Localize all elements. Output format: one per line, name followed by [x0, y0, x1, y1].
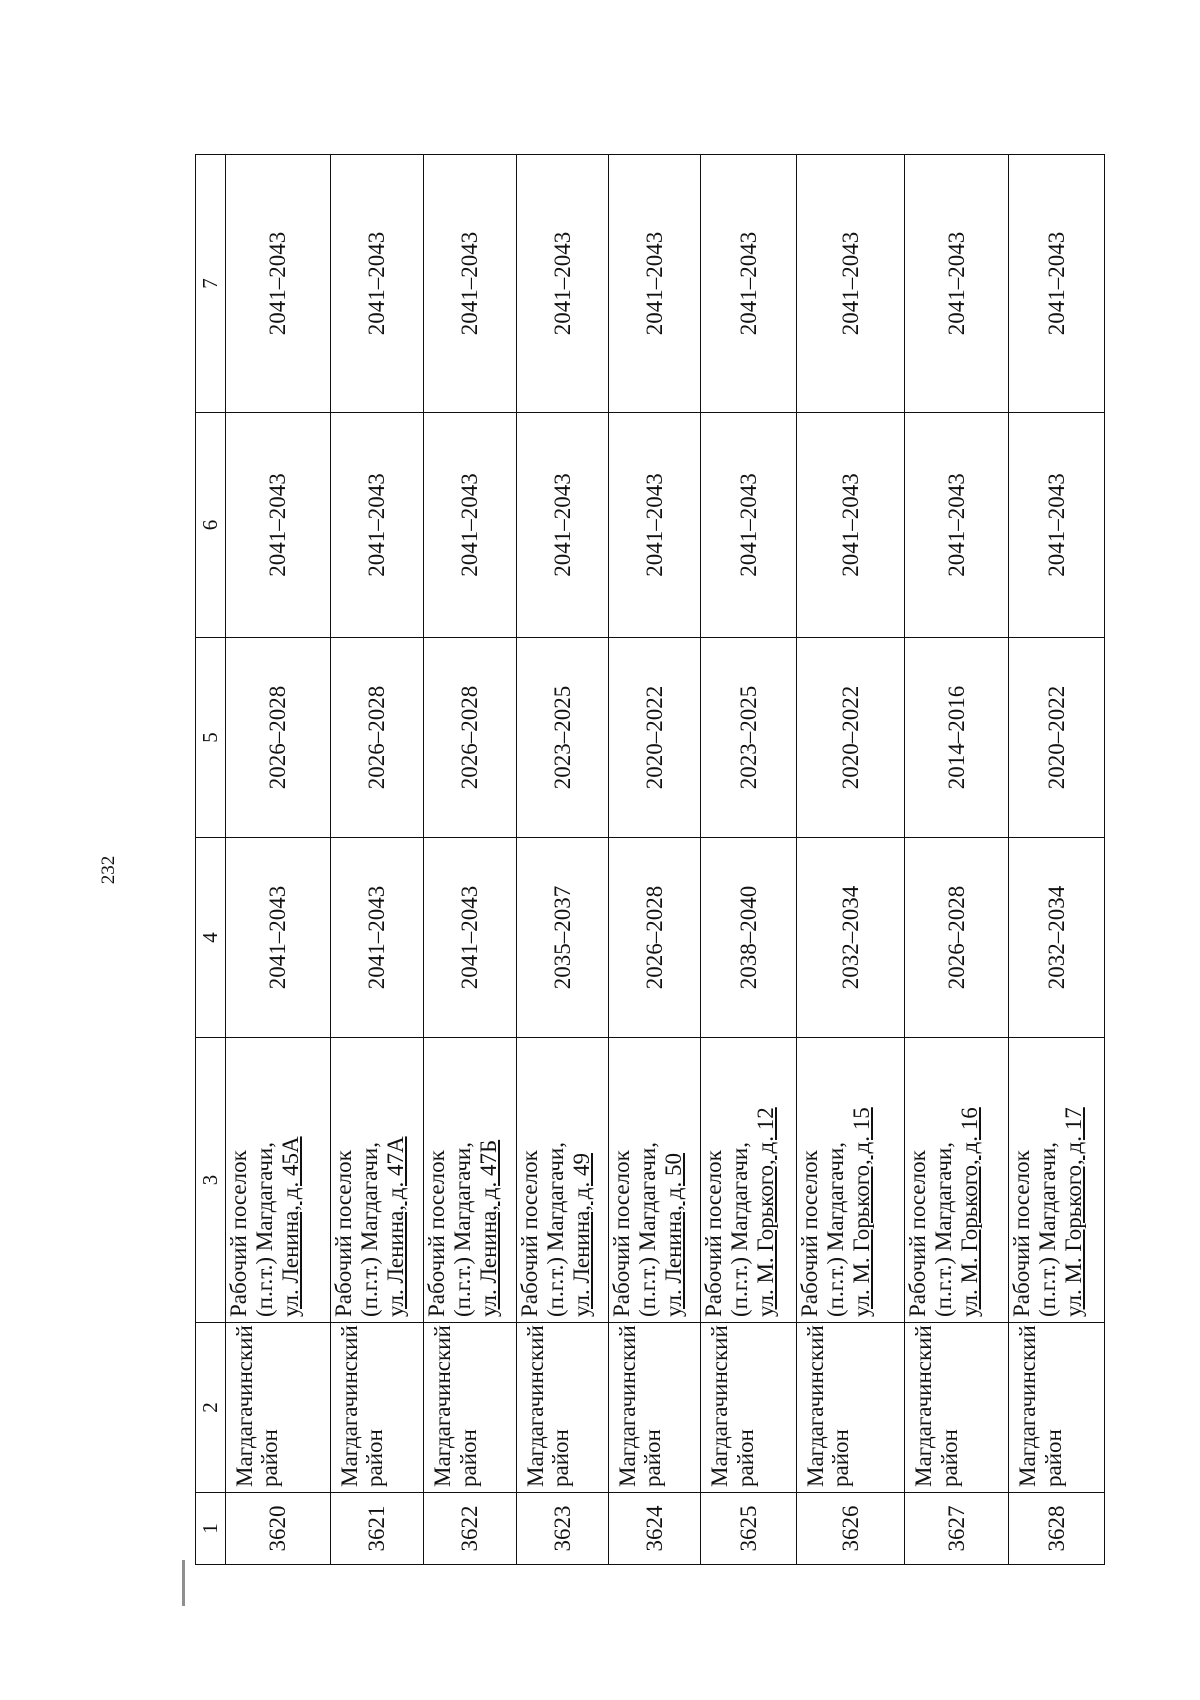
address-cell-line: Рабочий поселок — [609, 1150, 635, 1317]
address-cell-line: (п.г.т.) Магдагачи, — [727, 1142, 753, 1317]
district-cell-line: Магдагачинский — [911, 1325, 937, 1487]
district-cell — [424, 1323, 516, 1493]
district-cell-line: район — [1040, 1429, 1066, 1487]
district-cell-line: район — [640, 1429, 666, 1487]
address-cell-line: ул. Ленина, д. 50 — [661, 1153, 686, 1317]
period-cell-col5: 2014–2016 — [905, 638, 1009, 838]
address-cell-line: Рабочий поселок — [516, 1150, 542, 1317]
district-cell — [905, 1323, 1009, 1493]
period-cell-col7: 2041–2043 — [701, 155, 797, 413]
page-number: 232 — [98, 855, 119, 885]
address-cell-line: (п.г.т.) Магдагачи, — [356, 1142, 382, 1317]
header-cell: 1 — [196, 1493, 226, 1565]
data-table — [195, 154, 1105, 1565]
district-cell-line: Магдагачинский — [430, 1325, 456, 1487]
period-cell-col4: 2041–2043 — [330, 838, 423, 1038]
period-cell-col5: 2026–2028 — [330, 638, 423, 838]
address-cell-line: Рабочий поселок — [330, 1150, 356, 1317]
district-cell — [516, 1323, 608, 1493]
row-number-cell: 3621 — [330, 1493, 423, 1565]
period-cell-col4: 2038–2040 — [701, 838, 797, 1038]
address-cell-line: ул. Ленина, д. 47А — [382, 1136, 408, 1317]
address-cell — [424, 1038, 516, 1323]
period-cell-col7: 2041–2043 — [516, 155, 608, 413]
period-cell-col7: 2041–2043 — [330, 155, 423, 413]
period-cell-col6: 2041–2043 — [424, 413, 516, 638]
address-cell-line: ул. Ленина, д. 49 — [568, 1153, 594, 1317]
table-row — [701, 155, 797, 1565]
district-cell-line: район — [257, 1429, 283, 1487]
address-cell-line: (п.г.т.) Магдагачи, — [542, 1142, 568, 1317]
address-cell — [609, 1038, 701, 1323]
period-cell-col5: 2020–2022 — [1009, 638, 1105, 838]
address-cell-line: (п.г.т.) Магдагачи, — [822, 1142, 848, 1317]
district-cell — [1009, 1323, 1105, 1493]
period-cell-col5: 2020–2022 — [796, 638, 904, 838]
address-cell — [330, 1038, 423, 1323]
period-cell-col6: 2041–2043 — [905, 413, 1009, 638]
header-cell: 2 — [196, 1323, 226, 1493]
period-cell-col4: 2026–2028 — [609, 838, 701, 1038]
district-cell-line: Магдагачинский — [615, 1325, 641, 1487]
period-cell-col4: 2035–2037 — [516, 838, 608, 1038]
period-cell-col4: 2041–2043 — [424, 838, 516, 1038]
row-number-cell: 3627 — [905, 1493, 1009, 1565]
district-cell-line: Магдагачинский — [231, 1325, 257, 1487]
period-cell-col6: 2041–2043 — [609, 413, 701, 638]
district-cell — [225, 1323, 330, 1493]
table-row — [796, 155, 904, 1565]
period-cell-col7: 2041–2043 — [905, 155, 1009, 413]
address-cell-line: (п.г.т.) Магдагачи, — [635, 1142, 661, 1317]
period-cell-col5: 2023–2025 — [516, 638, 608, 838]
address-cell — [516, 1038, 608, 1323]
address-cell-line: Рабочий поселок — [1009, 1150, 1035, 1317]
address-cell-line: ул. М. Горького, д. 15 — [848, 1107, 874, 1317]
district-cell-line: Магдагачинский — [707, 1325, 733, 1487]
header-row — [196, 155, 226, 1565]
period-cell-col5: 2023–2025 — [701, 638, 797, 838]
address-cell-line: (п.г.т.) Магдагачи, — [931, 1142, 957, 1317]
period-cell-col7: 2041–2043 — [1009, 155, 1105, 413]
district-cell-line: район — [828, 1429, 854, 1487]
period-cell-col4: 2032–2034 — [1009, 838, 1105, 1038]
table-row — [609, 155, 701, 1565]
address-cell — [796, 1038, 904, 1323]
row-number-cell: 3623 — [516, 1493, 608, 1565]
district-cell-line: Магдагачинский — [1015, 1325, 1041, 1487]
period-cell-col5: 2026–2028 — [225, 638, 330, 838]
address-cell — [701, 1038, 797, 1323]
address-cell — [225, 1038, 330, 1323]
header-cell: 5 — [196, 638, 226, 838]
address-cell-line: ул. Ленина, д. 47Б — [476, 1139, 502, 1317]
period-cell-col5: 2020–2022 — [609, 638, 701, 838]
period-cell-col6: 2041–2043 — [225, 413, 330, 638]
header-cell: 7 — [196, 155, 226, 413]
district-cell-line: Магдагачинский — [522, 1325, 548, 1487]
period-cell-col5: 2026–2028 — [424, 638, 516, 838]
district-cell — [609, 1323, 701, 1493]
address-cell-line: Рабочий поселок — [796, 1150, 822, 1317]
header-cell: 6 — [196, 413, 226, 638]
period-cell-col7: 2041–2043 — [424, 155, 516, 413]
address-cell-line: Рабочий поселок — [701, 1150, 727, 1317]
period-cell-col4: 2026–2028 — [905, 838, 1009, 1038]
district-cell-line: район — [547, 1429, 573, 1487]
header-cell: 4 — [196, 838, 226, 1038]
district-cell-line: район — [455, 1429, 481, 1487]
district-cell-line: район — [362, 1429, 388, 1487]
table-row — [516, 155, 608, 1565]
address-cell-line: Рабочий поселок — [225, 1150, 251, 1317]
row-number-cell: 3622 — [424, 1493, 516, 1565]
period-cell-col6: 2041–2043 — [701, 413, 797, 638]
period-cell-col7: 2041–2043 — [225, 155, 330, 413]
address-cell-line: (п.г.т.) Магдагачи, — [450, 1142, 476, 1317]
rotated-table-container — [195, 155, 1105, 1565]
address-cell — [1009, 1038, 1105, 1323]
period-cell-col7: 2041–2043 — [796, 155, 904, 413]
table-row — [1009, 155, 1105, 1565]
address-cell-line: (п.г.т.) Магдагачи, — [251, 1142, 277, 1317]
district-cell — [796, 1323, 904, 1493]
header-cell: 3 — [196, 1038, 226, 1323]
row-number-cell: 3626 — [796, 1493, 904, 1565]
row-number-cell: 3625 — [701, 1493, 797, 1565]
row-number-cell: 3624 — [609, 1493, 701, 1565]
address-cell-line: ул. М. Горького, д. 12 — [753, 1107, 779, 1317]
address-cell-line: Рабочий поселок — [424, 1150, 450, 1317]
table-row — [330, 155, 423, 1565]
address-cell-line: ул. М. Горького, д. 17 — [1061, 1107, 1087, 1317]
table-row — [905, 155, 1009, 1565]
district-cell-line: район — [732, 1429, 758, 1487]
address-cell-line: ул. М. Горького, д. 16 — [957, 1107, 983, 1317]
period-cell-col4: 2041–2043 — [225, 838, 330, 1038]
district-cell-line: район — [936, 1429, 962, 1487]
period-cell-col6: 2041–2043 — [1009, 413, 1105, 638]
district-cell — [701, 1323, 797, 1493]
address-cell — [905, 1038, 1009, 1323]
table-row — [225, 155, 330, 1565]
district-cell — [330, 1323, 423, 1493]
address-cell-line: Рабочий поселок — [905, 1150, 931, 1317]
district-cell-line: Магдагачинский — [802, 1325, 828, 1487]
address-cell-line: (п.г.т.) Магдагачи, — [1035, 1142, 1061, 1317]
period-cell-col6: 2041–2043 — [330, 413, 423, 638]
margin-rule — [182, 1560, 185, 1606]
period-cell-col4: 2032–2034 — [796, 838, 904, 1038]
period-cell-col6: 2041–2043 — [516, 413, 608, 638]
row-number-cell: 3628 — [1009, 1493, 1105, 1565]
district-cell-line: Магдагачинский — [336, 1325, 362, 1487]
address-cell-line: ул. Ленина, д. 45А — [277, 1136, 303, 1317]
period-cell-col7: 2041–2043 — [609, 155, 701, 413]
table-row — [424, 155, 516, 1565]
row-number-cell: 3620 — [225, 1493, 330, 1565]
period-cell-col6: 2041–2043 — [796, 413, 904, 638]
